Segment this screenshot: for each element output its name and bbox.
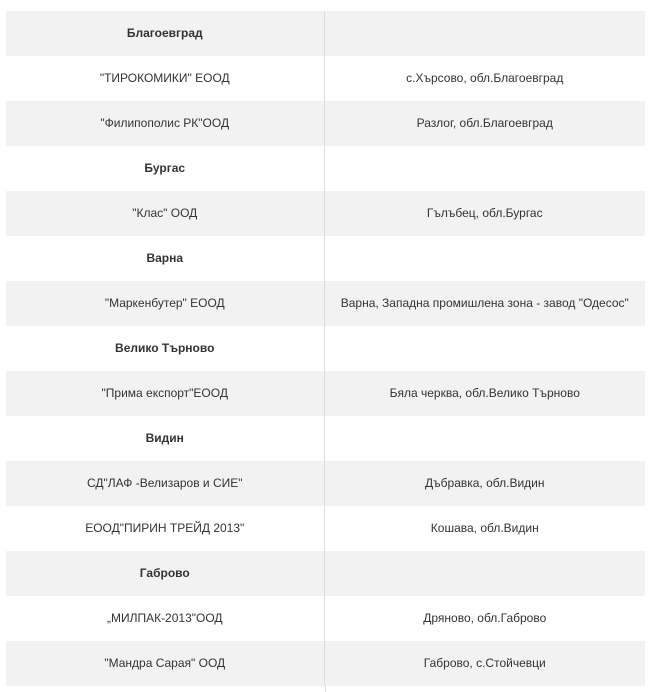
region-row <box>6 326 645 371</box>
region-name: Видин <box>6 416 324 461</box>
company-location: с.Хърсово, обл.Благоевград <box>324 56 645 101</box>
company-name: „МИЛПАК-2013"ООД <box>6 596 324 641</box>
company-location: Кошава, обл.Видин <box>324 506 645 551</box>
region-row <box>6 551 645 596</box>
region-location-cell <box>324 551 645 596</box>
region-location-cell <box>324 416 645 461</box>
company-name: "Маркенбутер" ЕООД <box>6 281 324 326</box>
company-location: Гълъбец, обл.Бургас <box>324 191 645 236</box>
region-row <box>6 11 645 56</box>
region-location-cell <box>324 146 645 191</box>
company-row <box>6 281 645 326</box>
producers-table-container <box>6 11 645 686</box>
region-name: Габрово <box>6 551 324 596</box>
company-name: "Филипополис РК"ООД <box>6 101 324 146</box>
company-name: "Клас" ООД <box>6 191 324 236</box>
company-location: Дъбравка, обл.Видин <box>324 461 645 506</box>
region-location-cell <box>324 11 645 56</box>
company-row <box>6 101 645 146</box>
region-row <box>6 416 645 461</box>
company-location: Габрово, с.Стойчевци <box>324 641 645 686</box>
company-location: Разлог, обл.Благоевград <box>324 101 645 146</box>
producers-table <box>6 11 645 686</box>
company-name: ЕООД"ПИРИН ТРЕЙД 2013" <box>6 506 324 551</box>
region-name: Бургас <box>6 146 324 191</box>
table-body <box>6 11 645 686</box>
column-divider-continuation <box>325 686 326 692</box>
region-location-cell <box>324 236 645 281</box>
company-location: Варна, Западна промишлена зона - завод "Одесос" <box>324 281 645 326</box>
region-location-cell <box>324 326 645 371</box>
company-row <box>6 641 645 686</box>
company-name: "Прима експорт"ЕООД <box>6 371 324 416</box>
company-row <box>6 191 645 236</box>
region-name: Варна <box>6 236 324 281</box>
company-name: "Мандра Сарая" ООД <box>6 641 324 686</box>
region-name: Велико Търново <box>6 326 324 371</box>
company-name: СД"ЛАФ -Велизаров и СИЕ" <box>6 461 324 506</box>
company-location: Дряново, обл.Габрово <box>324 596 645 641</box>
company-location: Бяла черква, обл.Велико Търново <box>324 371 645 416</box>
company-row <box>6 371 645 416</box>
company-name: "ТИРОКОМИКИ" ЕООД <box>6 56 324 101</box>
company-row <box>6 596 645 641</box>
company-row <box>6 506 645 551</box>
region-name: Благоевград <box>6 11 324 56</box>
company-row <box>6 56 645 101</box>
company-row <box>6 461 645 506</box>
region-row <box>6 236 645 281</box>
region-row <box>6 146 645 191</box>
